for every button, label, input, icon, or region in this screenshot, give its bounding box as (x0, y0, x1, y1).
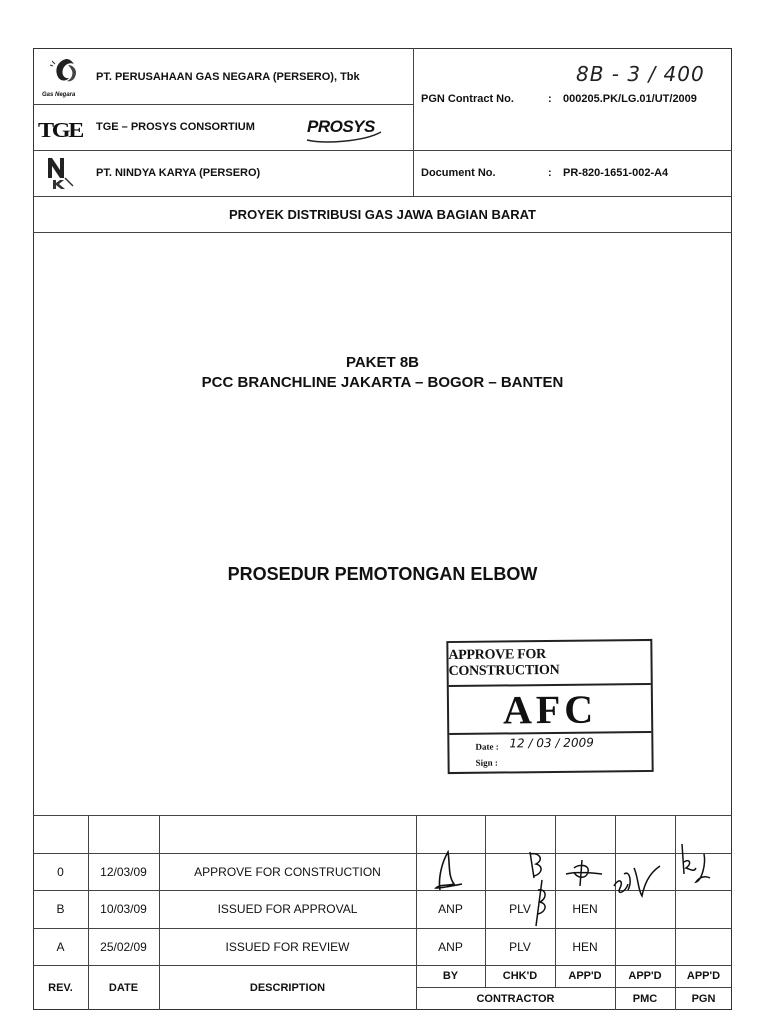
rev-b-chkd: PLV (509, 902, 531, 916)
stamp-date-label: Date : (475, 741, 499, 752)
pgn-logo-caption: Gas Negara (42, 92, 76, 98)
rev-b-appd: HEN (572, 902, 598, 916)
header-by: BY (442, 970, 459, 982)
header-row-line-3 (33, 196, 732, 197)
signature-by (428, 848, 478, 896)
rev-b-date: 10/03/09 (100, 902, 147, 916)
afc-stamp (446, 639, 653, 774)
header-pgn: PGN (691, 992, 716, 1005)
package-title: PAKET 8B (345, 354, 420, 371)
header-pmc: PMC (632, 992, 658, 1005)
rev-a-description: ISSUED FOR REVIEW (225, 939, 350, 954)
signature-appd (562, 852, 606, 888)
handwritten-reference: 8B - 3 / 400 (576, 62, 705, 86)
table-top-line (33, 815, 732, 816)
tge-logo: TGE (38, 118, 83, 142)
stamp-sign-label: Sign : (475, 757, 498, 768)
prosys-logo: PROSYS (307, 117, 375, 136)
header-divider (413, 48, 414, 196)
rev-a-by: ANP (438, 939, 463, 954)
document-number: PR-820-1651-002-A4 (563, 167, 669, 179)
header-appd-pgn: APP'D (686, 970, 721, 982)
header-row-line-1 (33, 104, 413, 105)
rev-a-date: 25/02/09 (100, 939, 147, 954)
pgn-logo-icon (44, 55, 90, 91)
header-appd-pmc: APP'D (628, 970, 662, 982)
signature-pgn (676, 840, 716, 888)
contract-number: 000205.PK/LG.01/UT/2009 (563, 93, 697, 105)
header-date: DATE (108, 981, 139, 994)
rev-b-by: ANP (438, 902, 463, 916)
header-appd-contractor: APP'D (568, 970, 602, 982)
company-pgn: PT. PERUSAHAAN GAS NEGARA (PERSERO), Tbk (96, 71, 360, 83)
rev-0-rev: 0 (57, 864, 64, 879)
rev-b-rev: B (56, 902, 65, 916)
stamp-code: AFC (449, 685, 651, 735)
stamp-date-value: 12 / 03 / 2009 (509, 735, 594, 751)
document-colon: : (548, 167, 552, 179)
rev-0-date: 12/03/09 (100, 864, 147, 879)
branchline-title: PCC BRANCHLINE JAKARTA – BOGOR – BANTEN (201, 374, 564, 391)
project-row-line (33, 232, 732, 233)
stamp-labels (475, 739, 499, 771)
header-contractor: CONTRACTOR (476, 992, 555, 1005)
nindya-karya-logo-icon (45, 156, 77, 190)
signature-chkd (520, 846, 560, 928)
rev-a-appd: HEN (572, 939, 598, 954)
project-title: PROYEK DISTRIBUSI GAS JAWA BAGIAN BARAT (229, 207, 536, 222)
rev-a-chkd: PLV (509, 939, 531, 954)
stamp-heading: APPROVE FOR CONSTRUCTION (448, 641, 650, 687)
header-chkd: CHK'D (502, 970, 538, 982)
prosys-swoosh-icon (303, 114, 385, 144)
header-description: DESCRIPTION (249, 981, 326, 994)
header-rev: REV. (48, 981, 73, 994)
signature-pmc (608, 856, 666, 904)
company-consortium: TGE – PROSYS CONSORTIUM (96, 121, 255, 133)
document-label: Document No. (421, 167, 496, 179)
contract-colon: : (548, 93, 552, 105)
document-title: PROSEDUR PEMOTONGAN ELBOW (227, 564, 538, 584)
company-nindya: PT. NINDYA KARYA (PERSERO) (96, 167, 261, 179)
rev-0-description: APPROVE FOR CONSTRUCTION (194, 864, 381, 879)
rev-b-description: ISSUED FOR APPROVAL (217, 902, 358, 916)
contract-label: PGN Contract No. (421, 93, 514, 105)
rev-a-rev: A (56, 939, 65, 954)
header-row-line-2 (33, 150, 732, 151)
